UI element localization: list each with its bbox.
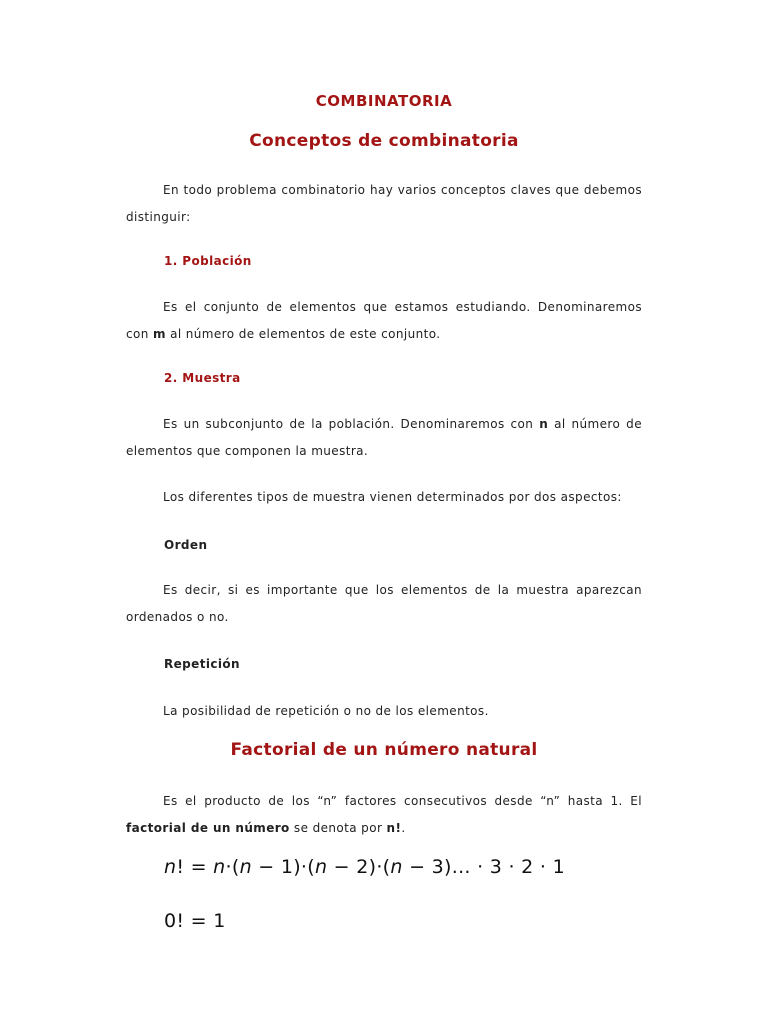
formula-dot: · (376, 856, 383, 878)
formula-var-n: n (213, 856, 226, 878)
formula-dot: · (300, 856, 308, 878)
formula-paren: ( (382, 856, 391, 878)
muestra-text-b: al número de elementos que componen la muestra. (126, 417, 642, 458)
poblacion-text-a: Es el conjunto de elementos que estamos estudiando. Denominaremos con (126, 300, 642, 341)
document-title: COMBINATORIA (315, 92, 453, 110)
repeticion-paragraph: La posibilidad de repetición o no de los elementos. (163, 704, 489, 718)
formula-dot: · (225, 856, 232, 878)
formula-var-n: n (239, 856, 252, 878)
formula-tail: ... · 3 · 2 · 1 (451, 856, 565, 878)
formula-factor-1: − 1) (251, 856, 301, 878)
section-heading-conceptos: Conceptos de combinatoria (249, 131, 519, 151)
factorial-bold-notation: n! (386, 821, 402, 835)
subheading-muestra: 2. Muestra (164, 371, 241, 385)
formula-var-n: n (390, 856, 403, 878)
subheading-orden: Orden (164, 538, 208, 552)
factorial-text-a: Es el producto de los “n” factores consecutivos desde “n” hasta 1. El (163, 794, 642, 808)
factorial-formula (164, 856, 565, 878)
formula-factor-2: − 2) (327, 856, 377, 878)
tipos-paragraph: Los diferentes tipos de muestra vienen determinados por dos aspectos: (163, 490, 622, 504)
formula-var-n: n (164, 856, 177, 878)
poblacion-paragraph (126, 294, 642, 348)
muestra-paragraph (126, 411, 642, 465)
muestra-text-a: Es un subconjunto de la población. Denominaremos con (163, 417, 540, 431)
intro-paragraph: En todo problema combinatorio hay varios conceptos claves que debemos distinguir: (126, 183, 642, 224)
poblacion-symbol-m: m (152, 327, 166, 341)
subheading-poblacion: 1. Población (164, 254, 252, 268)
zero-factorial-formula: 0! = 1 (164, 910, 226, 932)
formula-factor-3: − 3) (402, 856, 452, 878)
orden-paragraph: Es decir, si es importante que los elementos de la muestra aparezcan ordenados o no. (126, 583, 642, 624)
factorial-bold-term: factorial de un número (126, 821, 290, 835)
formula-paren: ( (231, 856, 240, 878)
formula-var-n: n (314, 856, 328, 878)
formula-paren: ( (307, 856, 315, 878)
factorial-paragraph (126, 788, 642, 842)
formula-bang-equals: ! = (176, 856, 207, 878)
subheading-repeticion: Repetición (164, 657, 240, 671)
section-heading-factorial: Factorial de un número natural (230, 740, 538, 760)
muestra-symbol-n: n (539, 417, 549, 431)
factorial-text-c: . (401, 821, 406, 835)
poblacion-text-b: al número de elementos de este conjunto. (165, 327, 441, 341)
factorial-text-b: se denota por (289, 821, 387, 835)
